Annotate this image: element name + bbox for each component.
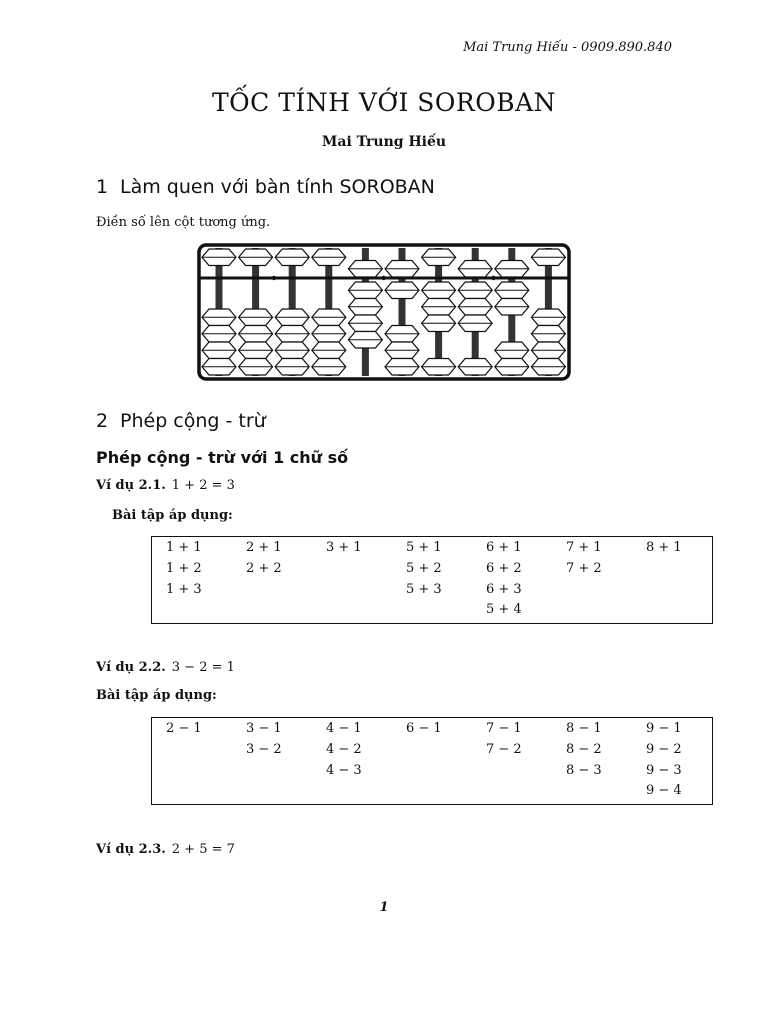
exercise-cell bbox=[552, 783, 632, 804]
exercise-cell: 7 + 1 bbox=[566, 540, 602, 555]
exercise-cell: 6 + 3 bbox=[486, 581, 522, 597]
exercise-cell bbox=[472, 763, 552, 784]
section-1-instruction: Điền số lên cột tương ứng. bbox=[96, 215, 271, 230]
section-2-heading bbox=[96, 410, 266, 432]
table-row bbox=[152, 718, 713, 742]
exercise-cell bbox=[312, 602, 392, 623]
exercise-cell bbox=[392, 602, 472, 623]
exercise-cell: 1 + 2 bbox=[166, 560, 202, 576]
exercise-cell: 6 + 2 bbox=[486, 560, 522, 576]
exercise-cell bbox=[152, 742, 233, 763]
exercise-cell bbox=[632, 561, 713, 582]
exercise-cell: 4 − 3 bbox=[326, 762, 362, 778]
table-row bbox=[152, 537, 713, 561]
document-title: TỐC TÍNH VỚI SOROBAN bbox=[211, 88, 557, 117]
exercise-cell: 5 + 4 bbox=[486, 602, 522, 618]
example-2-1 bbox=[96, 478, 235, 493]
exercise-cell: 7 − 1 bbox=[486, 721, 522, 736]
example-2-2 bbox=[96, 660, 235, 675]
exercise-cell: 7 + 2 bbox=[566, 560, 602, 576]
section-2-title: Phép cộng - trừ bbox=[120, 410, 266, 432]
unit-dot bbox=[491, 276, 495, 280]
exercise-cell bbox=[552, 602, 632, 623]
exercise-cell bbox=[312, 783, 392, 804]
exercise-cell bbox=[232, 582, 312, 603]
exercise-cell: 3 − 1 bbox=[246, 721, 282, 736]
example-expression: 2 + 5 = 7 bbox=[171, 842, 235, 857]
author-name: Mai Trung Hiếu bbox=[321, 134, 447, 150]
exercise-cell bbox=[312, 561, 392, 582]
example-2-3 bbox=[96, 842, 235, 857]
table-row bbox=[152, 763, 713, 784]
exercise-cell bbox=[392, 783, 472, 804]
exercise-cell: 8 − 3 bbox=[566, 762, 602, 778]
exercise-cell: 2 − 1 bbox=[166, 721, 202, 736]
exercise-cell bbox=[232, 602, 312, 623]
table-row bbox=[152, 783, 713, 804]
table-row bbox=[152, 742, 713, 763]
exercise-cell bbox=[152, 783, 233, 804]
page-number: 1 bbox=[379, 900, 389, 915]
table-row bbox=[152, 602, 713, 623]
exercise-cell: 6 − 1 bbox=[406, 721, 442, 736]
exercise-cell bbox=[312, 582, 392, 603]
exercise-cell: 8 + 1 bbox=[646, 540, 682, 555]
exercise-cell: 9 − 1 bbox=[646, 721, 682, 736]
exercise-cell: 6 + 1 bbox=[486, 540, 522, 555]
exercise-cell: 3 − 2 bbox=[246, 741, 282, 757]
example-label: Ví dụ 2.3. bbox=[96, 842, 166, 857]
exercise-cell: 2 + 1 bbox=[246, 540, 282, 555]
exercise-cell bbox=[152, 763, 233, 784]
exercise-cell: 4 − 1 bbox=[326, 721, 362, 736]
section-1-heading bbox=[96, 176, 435, 198]
exercise-1-label: Bài tập áp dụng: bbox=[112, 508, 233, 523]
exercise-cell: 9 − 2 bbox=[646, 741, 682, 757]
exercise-2-label: Bài tập áp dụng: bbox=[96, 688, 217, 703]
subsection-heading: Phép cộng - trừ với 1 chữ số bbox=[96, 448, 349, 467]
exercise-cell: 5 + 2 bbox=[406, 560, 442, 576]
exercise-cell bbox=[232, 763, 312, 784]
exercise-cell: 1 + 1 bbox=[166, 540, 202, 555]
exercise-cell: 9 − 4 bbox=[646, 783, 682, 799]
table-row bbox=[152, 561, 713, 582]
exercise-cell bbox=[392, 763, 472, 784]
exercise-2-table bbox=[151, 717, 713, 805]
exercise-cell: 8 − 1 bbox=[566, 721, 602, 736]
exercise-cell: 8 − 2 bbox=[566, 741, 602, 757]
unit-dot bbox=[272, 276, 276, 280]
exercise-cell: 3 + 1 bbox=[326, 540, 362, 555]
exercise-cell: 9 − 3 bbox=[646, 762, 682, 778]
exercise-cell: 2 + 2 bbox=[246, 560, 282, 576]
exercise-cell bbox=[552, 582, 632, 603]
exercise-cell: 5 + 3 bbox=[406, 581, 442, 597]
table-row bbox=[152, 582, 713, 603]
exercise-1-table bbox=[151, 536, 713, 624]
exercise-cell bbox=[232, 783, 312, 804]
unit-dot bbox=[382, 276, 386, 280]
exercise-cell bbox=[472, 783, 552, 804]
exercise-cell: 1 + 3 bbox=[166, 581, 202, 597]
section-1-number: 1 bbox=[96, 176, 109, 198]
example-expression: 3 − 2 = 1 bbox=[171, 660, 235, 675]
exercise-cell bbox=[632, 582, 713, 603]
example-label: Ví dụ 2.1. bbox=[96, 478, 166, 493]
example-expression: 1 + 2 = 3 bbox=[171, 478, 235, 493]
soroban-abacus bbox=[196, 242, 572, 382]
exercise-cell bbox=[152, 602, 233, 623]
exercise-cell bbox=[632, 602, 713, 623]
example-label: Ví dụ 2.2. bbox=[96, 660, 166, 675]
exercise-cell: 5 + 1 bbox=[406, 540, 442, 555]
section-1-title: Làm quen với bàn tính SOROBAN bbox=[120, 176, 435, 198]
exercise-cell: 7 − 2 bbox=[486, 741, 522, 757]
running-header: Mai Trung Hiếu - 0909.890.840 bbox=[463, 40, 672, 55]
exercise-cell bbox=[392, 742, 472, 763]
exercise-cell: 4 − 2 bbox=[326, 741, 362, 757]
section-2-number: 2 bbox=[96, 410, 109, 432]
